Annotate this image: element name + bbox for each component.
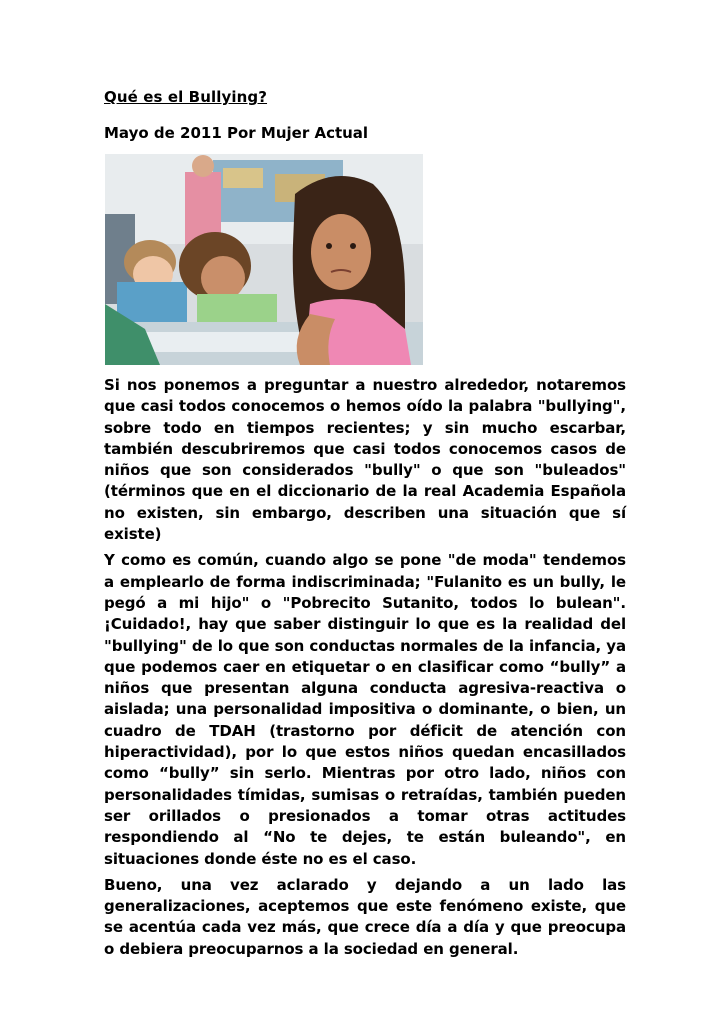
paragraph-text: , sobre todo en tiempos recientes; y sin mucho escarbar, también descubriremos que casi todos conocemos casos de niños que son considerados "bully" o que son "buleados" (términos que en el diccionario de la real Academia Española no existen, sin embargo, describen una situación que sí existe) [104, 397, 626, 544]
classroom-girl-illustration [105, 154, 423, 365]
article-title: Qué es el Bullying? [104, 88, 268, 106]
paragraph: Bueno, una vez aclarado y dejando a un lado las generalizaciones, aceptemos que este fenómeno existe, que se acentúa cada vez más, que crece día a día y que preocupa o debiera preocuparnos a la sociedad en general. [104, 875, 626, 958]
article-photo [105, 154, 423, 365]
article-body [104, 375, 626, 965]
paragraph-text: Si nos ponemos a preguntar a nuestro alrededor, notaremos que casi todos conocemos o hemos oído la palabra [104, 376, 626, 416]
paragraph [104, 375, 626, 545]
article-byline: Mayo de 2011 Por Mujer Actual [104, 124, 369, 142]
paragraph: Y como es común, cuando algo se pone "de moda" tendemos a emplearlo de forma indiscriminada; "Fulanito es un bully, le pegó a mi hijo" o "Pobrecito Sutanito, todos lo bulean". ¡Cuidado!, hay que saber distinguir lo que es la realidad del "bullying" de lo que son conductas normales de la infancia, ya que podemos caer en etiquetar o en clasificar como “bully” a niños que presentan alguna conducta agresiva-reactiva o aislada; una personalidad impositiva o dominante, o bien, un cuadro de TDAH (trastorno por déficit de atención con hiperactividad), por lo que estos niños quedan encasillados como “bully” sin serlo. Mientras por otro lado, niños con personalidades tímidas, sumisas o retraídas, también pueden ser orillados o presionados a tomar otras actitudes respondiendo al “No te dejes, te están buleando", en situaciones donde éste no es el caso. [104, 551, 626, 868]
highlighted-term: "bullying" [537, 397, 621, 416]
